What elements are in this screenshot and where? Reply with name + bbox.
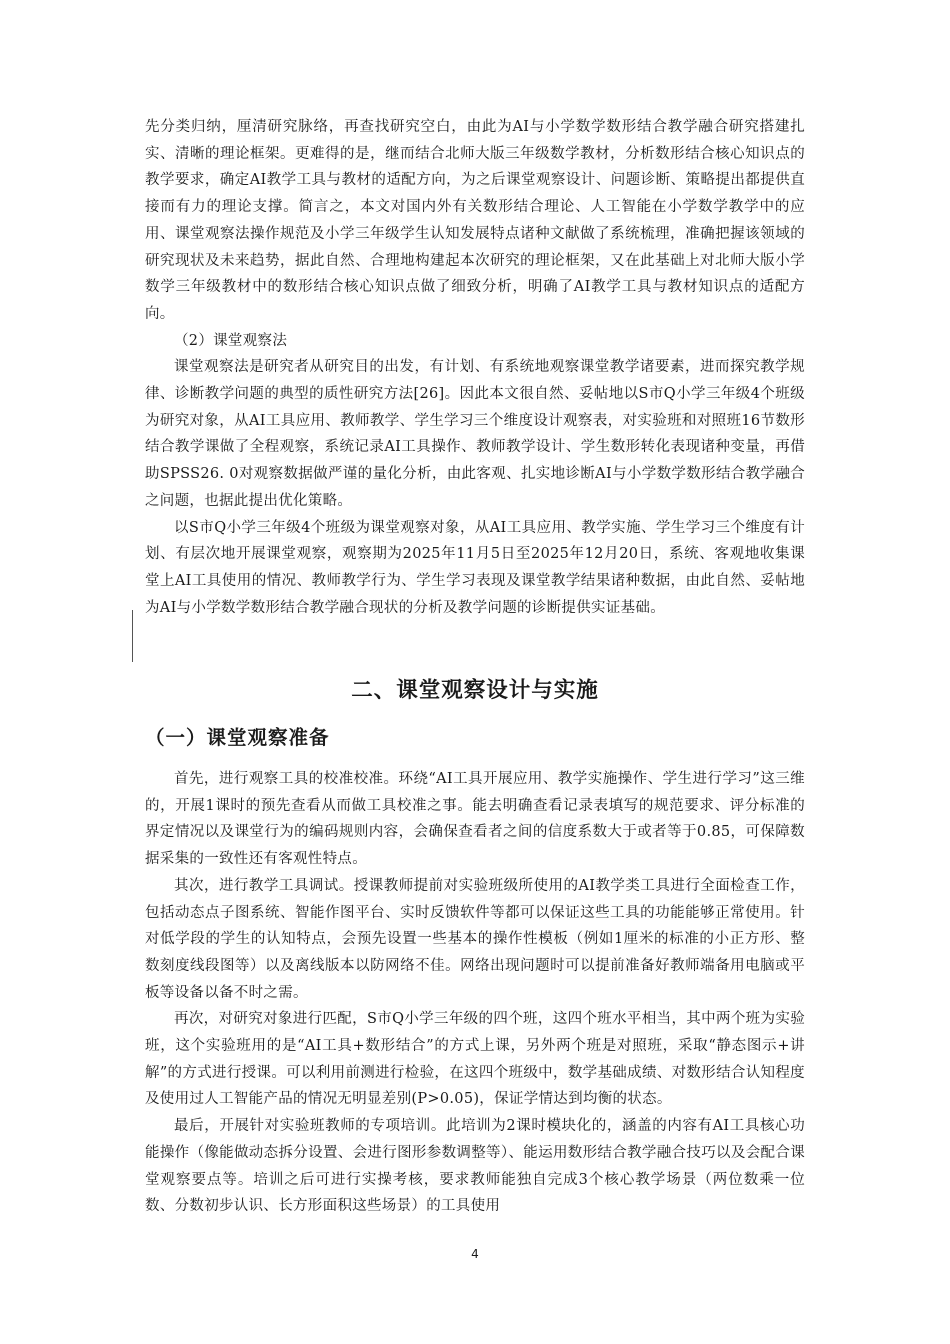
subsection-title: （一）课堂观察准备 (145, 726, 330, 749)
paragraph-tool-calibration: 首先，进行观察工具的校准校准。环绕“AI工具开展应用、教学实施操作、学生进行学习”这三维的，开展1课时的预先查看从而做工具校准之事。能去明确查看记录表填写的规范要求、评分标准的界定情况以及课堂行为的编码规则内容，会确保查看者之间的信度系数大于或者等于0.85，可保障数据采集的一致性还有客观性特点。 (145, 771, 805, 868)
paragraph-subject-matching: 再次，对研究对象进行匹配，S市Q小学三年级的四个班，这四个班水平相当，其中两个班为实验班，这个实验班用的是“AI工具+数形结合”的方式上课，另外两个班是对照班，采取“静态图示+讲解”的方式进行授课。可以利用前测进行检验，在这四个班级中，数学基础成绩、对数形结合认知程度及使用过人工智能产品的情况无明显差别(P>0.05)，保证学情达到均衡的状态。 (145, 1011, 805, 1108)
section-title: 二、课堂观察设计与实施 (351, 678, 599, 703)
body-text-top (145, 114, 805, 621)
paragraph-observation-method: 课堂观察法是研究者从研究目的出发，有计划、有系统地观察课堂教学诸要素，进而探究教学规律、诊断教学问题的典型的质性研究方法[26]。因此本文很自然、妥帖地以S市Q小学三年级4个班级为研究对象，从AI工具应用、教师教学、学生学习三个维度设计观察表，对实验班和对照班16节数形结合教学课做了全程观察，系统记录AI工具操作、教师教学设计、学生数形转化表现诸种变量，再借助SPSS26. 0对观察数据做严谨的量化分析，由此客观、扎实地诊断AI与小学数学数形结合教学融合之问题，也据此提出优化策略。 (145, 359, 805, 509)
heading-classroom-observation-method: （2）课堂观察法 (174, 332, 288, 349)
body-text-bottom (145, 766, 805, 1220)
paragraph-tool-debugging: 其次，进行教学工具调试。授课教师提前对实验班级所使用的AI教学类工具进行全面检查工作，包括动态点子图系统、智能作图平台、实时反馈软件等都可以保证这些工具的功能能够正常使用。针对低学段的学生的认知特点，会预先设置一些基本的操作性模板（例如1厘米的标准的小正方形、整数刻度线段图等）以及离线版本以防网络不佳。网络出现问题时可以提前准备好教师端备用电脑或平板等设备以备不时之需。 (145, 877, 805, 1001)
paragraph-teacher-training: 最后，开展针对实验班教师的专项培训。此培训为2课时模块化的，涵盖的内容有AI工具核心功能操作（像能做动态拆分设置、会进行图形参数调整等）、能运用数形结合教学融合技巧以及会配合课堂观察要点等。培训之后可进行实操考核，要求教师能独自完成3个核心教学场景（两位数乘一位数、分数初步认识、长方形面积这些场景）的工具使用 (145, 1118, 805, 1215)
paragraph-observation-objects: 以S市Q小学三年级4个班级为课堂观察对象，从AI工具应用、教学实施、学生学习三个维度有计划、有层次地开展课堂观察，观察期为2025年11月5日至2025年12月20日，系统、客观地收集课堂上AI工具使用的情况、教师教学行为、学生学习表现及课堂教学结果诸种数据，由此自然、妥帖地为AI与小学数学数形结合教学融合现状的分析及教学问题的诊断提供实证基础。 (145, 519, 805, 616)
revision-change-bar (132, 610, 133, 662)
paragraph-literature-review: 先分类归纳，厘清研究脉络，再查找研究空白，由此为AI与小学数学数形结合教学融合研究搭建扎实、清晰的理论框架。更难得的是，继而结合北师大版三年级数学教材，分析数形结合核心知识点的教学要求，确定AI教学工具与教材的适配方向，为之后课堂观察设计、问题诊断、策略提出都提供直接而有力的理论支撑。简言之，本文对国内外有关数形结合理论、人工智能在小学数学教学中的应用、课堂观察法操作规范及小学三年级学生认知发展特点诸种文献做了系统梳理，准确把握该领域的研究现状及未来趋势，据此自然、合理地构建起本次研究的理论框架，又在此基础上对北师大版小学数学三年级教材中的数形结合核心知识点做了细致分析，明确了AI教学工具与教材知识点的适配方向。 (145, 119, 805, 322)
page-number: 4 (471, 1247, 479, 1261)
